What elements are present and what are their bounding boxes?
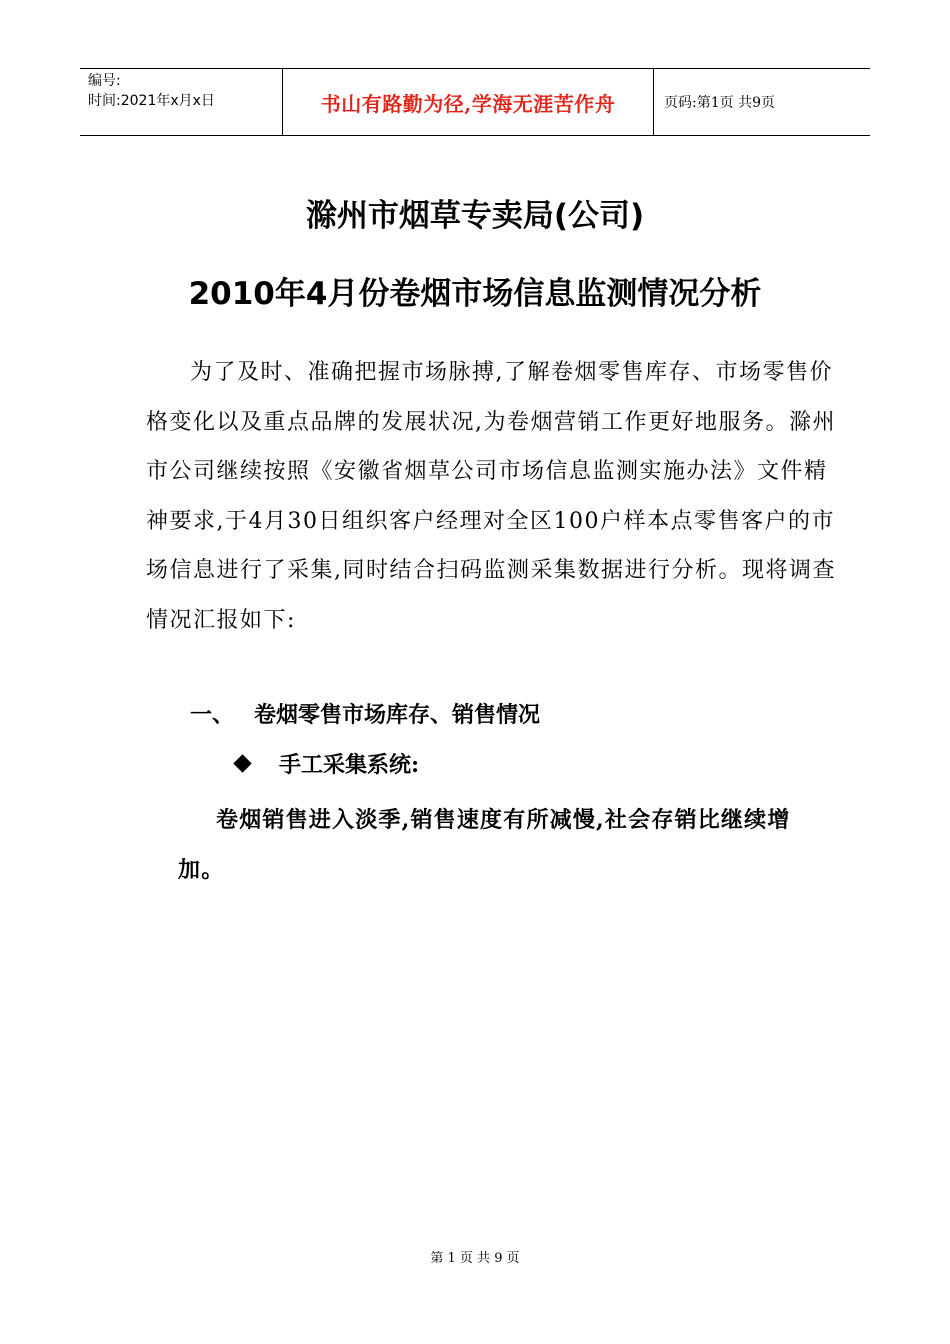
time-label: 时间:2021年x月x日 [88, 93, 215, 109]
intro-paragraph: 为了及时、准确把握市场脉搏,了解卷烟零售库存、市场零售价格变化以及重点品牌的发展状况,为卷烟营销工作更好地服务。滁州市公司继续按照《安徽省烟草公司市场信息监测实施办法》文件精神要求,于4月30日组织客户经理对全区100户样本点零售客户的市场信息进行了采集,同时结合扫码监测采集数据进行分析。现将调查情况汇报如下: [146, 360, 836, 633]
section-number: 一、 [190, 702, 235, 728]
document-title-line2: 2010年4月份卷烟市场信息监测情况分析 [188, 276, 762, 312]
document-title-line1: 滁州市烟草专卖局(公司) [305, 198, 645, 234]
section-heading [190, 698, 540, 729]
document-header [80, 68, 870, 136]
bullet-item [232, 748, 419, 779]
diamond-bullet-icon [233, 754, 251, 772]
header-motto: 书山有路勤为径,学海无涯苦作舟 [282, 69, 654, 135]
page-footer: 第 1 页 共 9 页 [430, 1251, 520, 1266]
number-label: 编号: [88, 73, 121, 89]
header-meta [80, 69, 282, 135]
header-page-info: 页码:第1页 共9页 [664, 95, 775, 111]
section-title: 卷烟零售市场库存、销售情况 [254, 702, 541, 728]
bullet-text: 手工采集系统: [279, 752, 420, 778]
bold-paragraph: 卷烟销售进入淡季,销售速度有所减慢,社会存销比继续增加。 [178, 807, 791, 883]
